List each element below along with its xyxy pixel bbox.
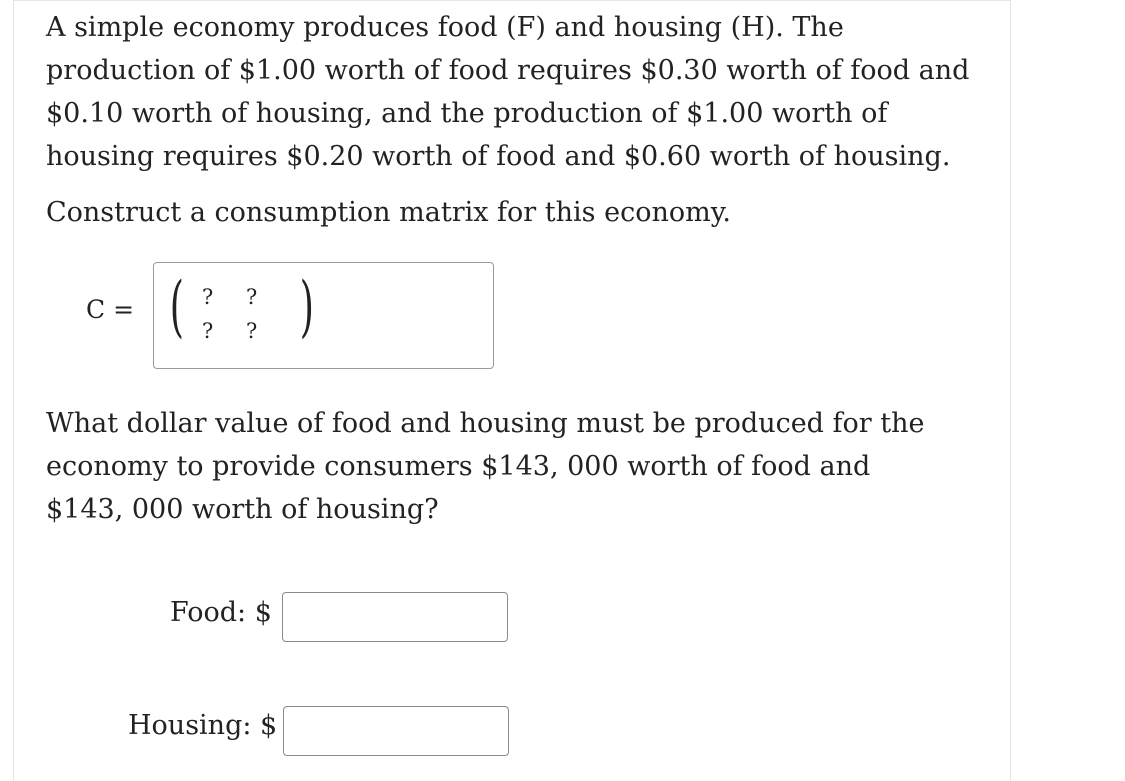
matrix-cell-2-2[interactable]: ? [246,319,258,343]
right-parenthesis: ) [299,268,314,345]
matrix-label: C = [86,295,135,324]
problem-line-1: A simple economy produces food (F) and housing (H). The [46,12,844,43]
demand-line-2: economy to provide consumers $143, 000 worth of food and [46,451,871,482]
problem-line-2: production of $1.00 worth of food requires $0.30 worth of food and [46,55,970,86]
problem-statement [46,6,969,178]
matrix-cell-2-1[interactable]: ? [202,319,214,343]
demand-line-3: $143, 000 worth of housing? [46,494,439,525]
food-label: Food: $ [170,597,272,628]
matrix-cell-1-2[interactable]: ? [246,285,258,309]
housing-label: Housing: $ [128,710,278,741]
matrix-cell-1-1[interactable]: ? [202,285,214,309]
matrix-input-box[interactable] [153,262,494,369]
demand-question [46,402,925,531]
matrix-prompt: Construct a consumption matrix for this economy. [46,197,731,228]
demand-line-1: What dollar value of food and housing must be produced for the [46,408,925,439]
left-parenthesis: ( [169,268,184,345]
problem-line-4: housing requires $0.20 worth of food and $0.60 worth of housing. [46,141,951,172]
food-input[interactable] [282,592,508,642]
housing-input[interactable] [283,706,509,756]
problem-line-3: $0.10 worth of housing, and the production of $1.00 worth of [46,98,888,129]
